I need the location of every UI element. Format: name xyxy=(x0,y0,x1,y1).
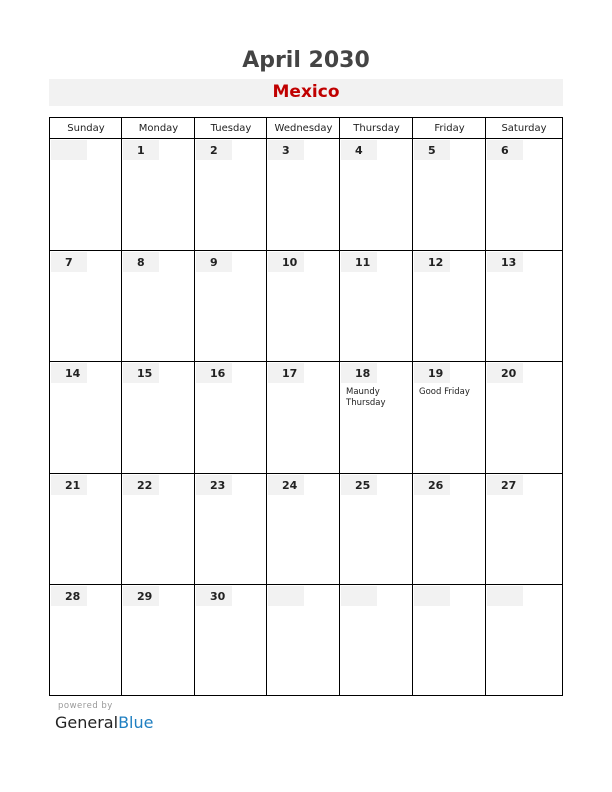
day-number: 11 xyxy=(341,252,377,272)
day-number: 28 xyxy=(51,586,87,606)
day-number: 26 xyxy=(414,475,450,495)
day-cell[interactable] xyxy=(414,363,485,473)
day-number: 15 xyxy=(123,363,159,383)
day-cell[interactable] xyxy=(123,363,194,473)
day-number: 9 xyxy=(196,252,232,272)
day-cell[interactable] xyxy=(196,252,266,362)
day-number: 1 xyxy=(123,140,159,160)
day-cell[interactable] xyxy=(268,140,339,250)
day-cell[interactable] xyxy=(341,363,412,473)
weekday-header-0: Sunday xyxy=(67,123,105,134)
weekday-header-3: Wednesday xyxy=(274,123,333,134)
day-cell[interactable] xyxy=(196,363,266,473)
day-number: 12 xyxy=(414,252,450,272)
day-number: 16 xyxy=(196,363,232,383)
day-number: 5 xyxy=(414,140,450,160)
day-cell[interactable] xyxy=(196,140,266,250)
weekday-header-1: Monday xyxy=(138,123,179,134)
grid-column-divider xyxy=(194,118,195,695)
calendar-grid xyxy=(49,117,563,696)
calendar-title: April 2030 xyxy=(242,48,370,73)
day-cell[interactable] xyxy=(268,475,339,585)
day-number xyxy=(487,586,523,606)
day-number: 29 xyxy=(123,586,159,606)
day-cell[interactable] xyxy=(341,475,412,585)
day-number: 3 xyxy=(268,140,304,160)
day-number xyxy=(341,586,377,606)
day-cell[interactable] xyxy=(268,252,339,362)
day-cell[interactable] xyxy=(51,140,121,250)
day-number: 20 xyxy=(487,363,523,383)
day-number: 2 xyxy=(196,140,232,160)
generalblue-logo[interactable] xyxy=(55,713,153,733)
day-number: 10 xyxy=(268,252,304,272)
day-cell[interactable] xyxy=(268,363,339,473)
grid-column-divider xyxy=(412,118,413,695)
grid-column-divider xyxy=(485,118,486,695)
holiday-label: Maundy Thursday xyxy=(346,387,386,408)
day-cell[interactable] xyxy=(51,363,121,473)
day-number: 22 xyxy=(123,475,159,495)
brand-blue-text: Blue xyxy=(118,713,154,732)
day-number: 13 xyxy=(487,252,523,272)
powered-by-label: powered by xyxy=(58,701,113,711)
grid-column-divider xyxy=(266,118,267,695)
day-number: 23 xyxy=(196,475,232,495)
day-cell[interactable] xyxy=(487,475,561,585)
day-cell[interactable] xyxy=(414,586,485,696)
day-cell[interactable] xyxy=(123,252,194,362)
grid-column-divider xyxy=(121,118,122,695)
day-cell[interactable] xyxy=(341,252,412,362)
day-number: 4 xyxy=(341,140,377,160)
day-number xyxy=(414,586,450,606)
day-number: 21 xyxy=(51,475,87,495)
day-number: 24 xyxy=(268,475,304,495)
country-name: Mexico xyxy=(272,82,340,102)
day-number: 19 xyxy=(414,363,450,383)
day-cell[interactable] xyxy=(123,586,194,696)
day-cell[interactable] xyxy=(123,475,194,585)
day-number xyxy=(51,140,87,160)
day-number: 8 xyxy=(123,252,159,272)
day-cell[interactable] xyxy=(341,140,412,250)
brand-general-text: General xyxy=(55,713,119,732)
day-cell[interactable] xyxy=(487,586,561,696)
grid-column-divider xyxy=(339,118,340,695)
country-banner xyxy=(49,79,563,106)
day-number: 18 xyxy=(341,363,377,383)
day-number: 30 xyxy=(196,586,232,606)
grid-row-divider xyxy=(50,473,562,474)
day-cell[interactable] xyxy=(414,252,485,362)
day-number: 14 xyxy=(51,363,87,383)
weekday-header-2: Tuesday xyxy=(210,123,252,134)
day-cell[interactable] xyxy=(51,475,121,585)
day-cell[interactable] xyxy=(414,140,485,250)
day-cell[interactable] xyxy=(196,475,266,585)
day-cell[interactable] xyxy=(487,252,561,362)
weekday-header-5: Friday xyxy=(434,123,465,134)
day-cell[interactable] xyxy=(268,586,339,696)
day-number: 6 xyxy=(487,140,523,160)
day-cell[interactable] xyxy=(341,586,412,696)
day-number xyxy=(268,586,304,606)
grid-row-divider xyxy=(50,250,562,251)
holiday-label: Good Friday xyxy=(419,387,470,397)
day-cell[interactable] xyxy=(196,586,266,696)
day-cell[interactable] xyxy=(414,475,485,585)
weekday-header-6: Saturday xyxy=(501,123,547,134)
day-cell[interactable] xyxy=(51,586,121,696)
day-number: 25 xyxy=(341,475,377,495)
day-cell[interactable] xyxy=(487,363,561,473)
day-cell[interactable] xyxy=(123,140,194,250)
day-number: 7 xyxy=(51,252,87,272)
day-cell[interactable] xyxy=(487,140,561,250)
day-number: 17 xyxy=(268,363,304,383)
day-number: 27 xyxy=(487,475,523,495)
day-cell[interactable] xyxy=(51,252,121,362)
weekday-header-4: Thursday xyxy=(353,123,400,134)
